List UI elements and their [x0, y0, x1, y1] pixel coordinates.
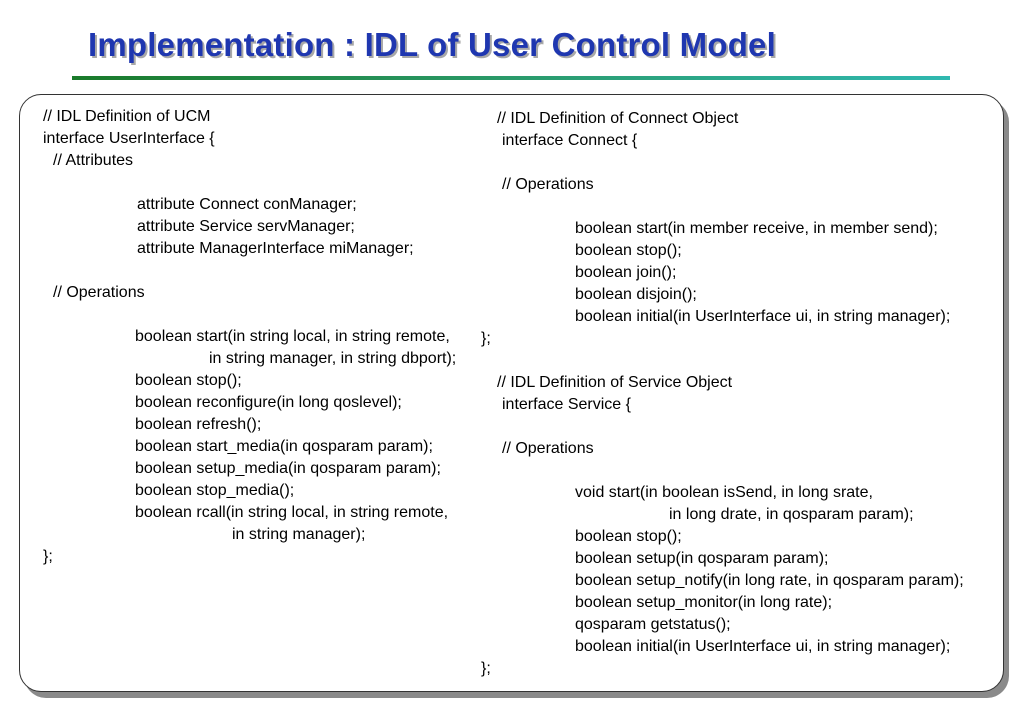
ucm-attr-line: attribute Service servManager;	[137, 218, 355, 235]
service-op-line: boolean initial(in UserInterface ui, in string manager);	[575, 638, 951, 655]
slide-title: Implementation : IDL of User Control Model	[88, 26, 776, 63]
service-op-line: boolean setup_monitor(in long rate);	[575, 594, 833, 611]
connect-op-line: boolean initial(in UserInterface ui, in string manager);	[575, 308, 951, 325]
ucm-interface-decl: interface UserInterface {	[43, 130, 215, 147]
ucm-comment: // IDL Definition of UCM	[43, 108, 211, 125]
connect-op-line: boolean join();	[575, 264, 677, 281]
service-operations-comment: // Operations	[502, 440, 594, 457]
ucm-closing-brace: };	[43, 548, 53, 565]
service-op-line: boolean setup(in qosparam param);	[575, 550, 829, 567]
ucm-attributes-comment: // Attributes	[53, 152, 134, 169]
ucm-operations-comment: // Operations	[53, 284, 145, 301]
connect-op-line: boolean disjoin();	[575, 286, 697, 303]
ucm-op-continuation: in string manager, in string dbport);	[209, 350, 457, 367]
ucm-op-line: boolean reconfigure(in long qoslevel);	[135, 394, 402, 411]
service-op-line: qosparam getstatus();	[575, 616, 731, 633]
ucm-op-line: boolean refresh();	[135, 416, 262, 433]
ucm-attr-line: attribute ManagerInterface miManager;	[137, 240, 414, 257]
service-op-line: boolean setup_notify(in long rate, in qosparam param);	[575, 572, 964, 589]
connect-comment: // IDL Definition of Connect Object	[497, 110, 739, 127]
ucm-op-line: boolean start_media(in qosparam param);	[135, 438, 433, 455]
connect-operations-comment: // Operations	[502, 176, 594, 193]
connect-op-line: boolean stop();	[575, 242, 682, 259]
ucm-attr-line: attribute Connect conManager;	[137, 196, 357, 213]
service-op-continuation: in long drate, in qosparam param);	[669, 506, 914, 523]
connect-interface-decl: interface Connect {	[502, 132, 638, 149]
ucm-op-line: boolean stop();	[135, 372, 242, 389]
connect-closing-brace: };	[481, 330, 491, 347]
connect-op-line: boolean start(in member receive, in member send);	[575, 220, 938, 237]
ucm-op-line: boolean rcall(in string local, in string remote,	[135, 504, 449, 521]
service-interface-decl: interface Service {	[502, 396, 631, 413]
service-op-line: boolean stop();	[575, 528, 682, 545]
ucm-op-continuation: in string manager);	[232, 526, 366, 543]
ucm-op-line: boolean stop_media();	[135, 482, 295, 499]
ucm-op-line: boolean start(in string local, in string remote,	[135, 328, 450, 345]
service-op-line: void start(in boolean isSend, in long srate,	[575, 484, 873, 501]
title-underline	[72, 76, 950, 80]
service-comment: // IDL Definition of Service Object	[497, 374, 733, 391]
ucm-op-line: boolean setup_media(in qosparam param);	[135, 460, 441, 477]
service-closing-brace: };	[481, 660, 491, 677]
